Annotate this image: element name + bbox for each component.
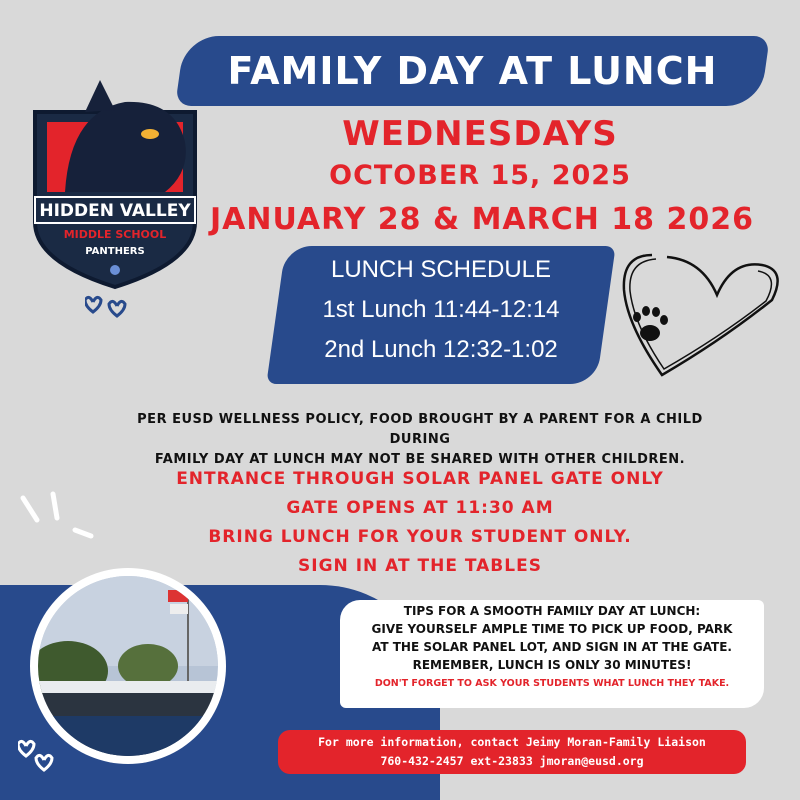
- first-lunch: 1st Lunch 11:44-12:14: [322, 296, 560, 323]
- entrance-instructions: [150, 465, 690, 581]
- logo-mascot: PANTHERS: [85, 246, 145, 257]
- heart-paw-icon: [612, 245, 787, 389]
- small-hearts-icon: [85, 292, 135, 326]
- panther-logo: [25, 72, 205, 292]
- contact-info: [278, 733, 746, 771]
- logo-school-type: MIDDLE SCHOOL: [63, 228, 167, 241]
- date-jan-march: JANUARY 28 & MARCH 18 2026: [210, 202, 754, 237]
- tips-line-4: REMEMBER, LUNCH IS ONLY 30 MINUTES!: [412, 658, 692, 672]
- schedule-heading: LUNCH SCHEDULE: [330, 256, 552, 283]
- tips-line-1: TIPS FOR A SMOOTH FAMILY DAY AT LUNCH:: [403, 604, 701, 618]
- lunch-schedule: [276, 250, 606, 370]
- policy-line-1: PER EUSD WELLNESS POLICY, FOOD BROUGHT BY A PARENT FOR A CHILD DURING: [137, 412, 703, 447]
- date-october: OCTOBER 15, 2025: [329, 160, 631, 191]
- contact-line-1: For more information, contact Jeimy Moran-Family Liaison: [318, 735, 706, 749]
- tips-warning: DON'T FORGET TO ASK YOUR STUDENTS WHAT LUNCH THEY TAKE.: [374, 678, 730, 689]
- school-lunch-photo: [38, 576, 218, 756]
- second-lunch: 2nd Lunch 12:32-1:02: [324, 336, 558, 363]
- sparkle-lines-icon: [15, 490, 95, 564]
- logo-school-name: HIDDEN VALLEY: [39, 201, 191, 221]
- instruction-item: GATE OPENS AT 11:30 AM: [286, 498, 554, 518]
- page-title: FAMILY DAY AT LUNCH: [227, 49, 718, 93]
- tips-line-2: GIVE YOURSELF AMPLE TIME TO PICK UP FOOD, PARK: [371, 622, 733, 636]
- bottom-hearts-icon: [18, 738, 58, 782]
- tips-line-3: AT THE SOLAR PANEL LOT, AND SIGN IN AT THE GATE.: [372, 640, 732, 654]
- tips-text: [348, 602, 756, 694]
- instruction-item: SIGN IN AT THE TABLES: [298, 556, 542, 576]
- wellness-policy: [120, 410, 720, 470]
- instruction-item: BRING LUNCH FOR YOUR STUDENT ONLY.: [208, 527, 632, 547]
- contact-line-2: 760-432-2457 ext-23833 jmoran@eusd.org: [380, 754, 644, 768]
- instruction-item: ENTRANCE THROUGH SOLAR PANEL GATE ONLY: [176, 469, 664, 489]
- policy-line-2: FAMILY DAY AT LUNCH MAY NOT BE SHARED WITH OTHER CHILDREN.: [154, 452, 686, 467]
- day-heading: WEDNESDAYS: [342, 114, 618, 154]
